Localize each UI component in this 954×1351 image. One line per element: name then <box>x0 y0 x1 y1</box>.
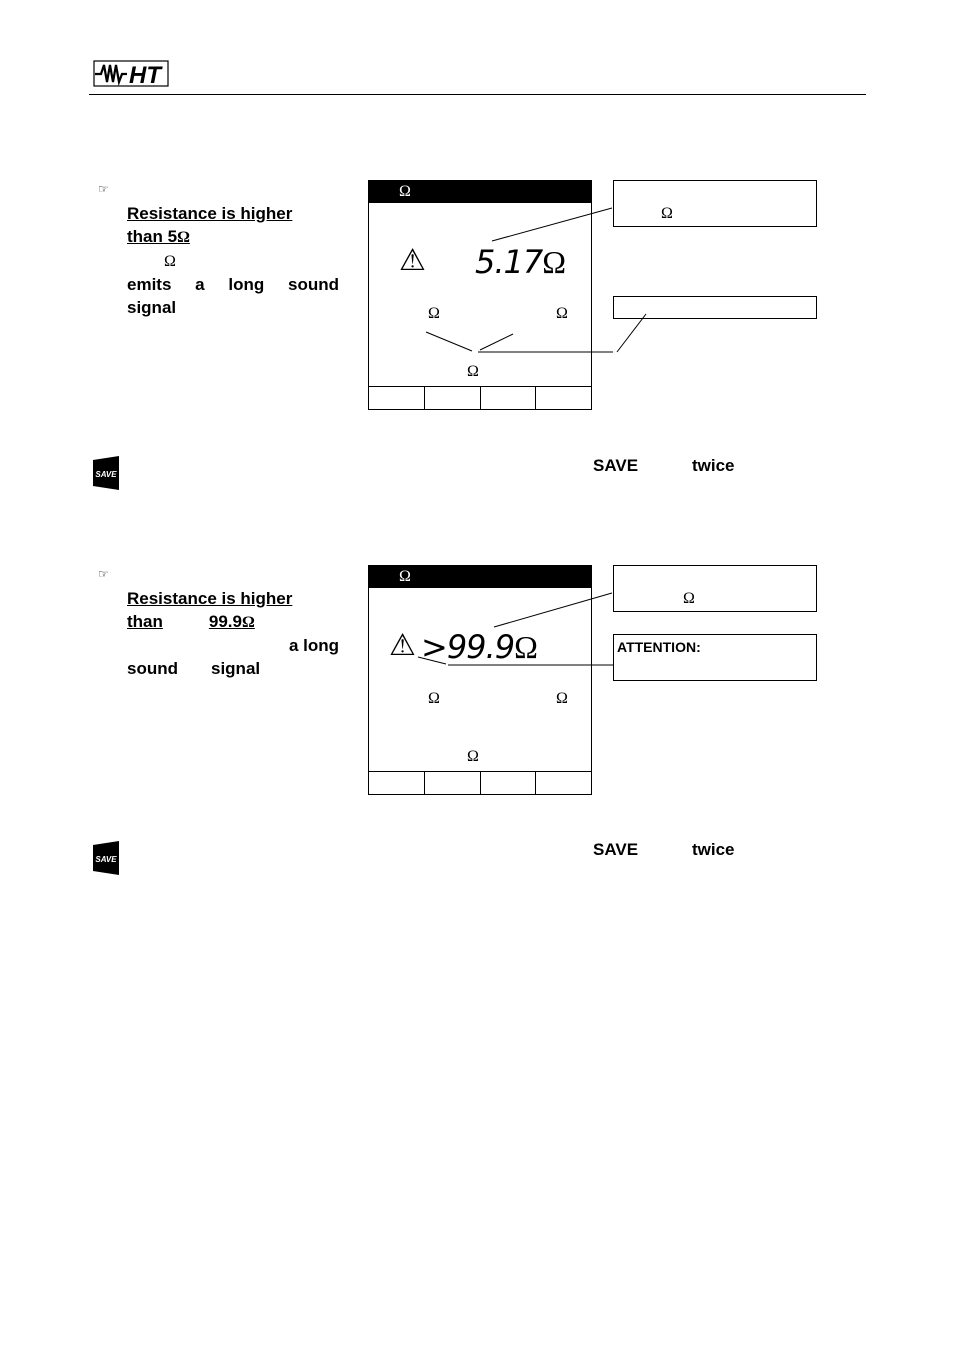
screen2-softkeys <box>369 771 591 794</box>
s1-leader-diag <box>617 314 646 352</box>
section2-line4: sound signal <box>127 659 261 678</box>
ht-logo <box>93 60 169 87</box>
section1-callout-omega: Ω <box>661 205 673 222</box>
screen1-softkey-2[interactable] <box>425 387 481 409</box>
screen2-softkey-3[interactable] <box>481 772 537 794</box>
header-rule <box>89 94 866 95</box>
section1-callout-bottom <box>613 296 817 319</box>
screen2-softkey-1[interactable] <box>369 772 425 794</box>
screen1-warning-icon: ⚠ <box>399 243 426 278</box>
screen1-softkey-4[interactable] <box>536 387 591 409</box>
section2-callout-top <box>613 565 817 612</box>
screen1-softkeys <box>369 386 591 409</box>
screen2-warning-icon: ⚠ <box>389 628 416 663</box>
note-hand-icon-2: ☞ <box>98 567 109 581</box>
screen1-left-omega: Ω <box>428 305 440 322</box>
section2-line3: a long <box>288 636 339 655</box>
screen2-header-omega: Ω <box>399 568 411 585</box>
svg-text:SAVE: SAVE <box>95 470 117 479</box>
instrument-screen-1 <box>368 180 592 410</box>
screen2-softkey-4[interactable] <box>536 772 591 794</box>
screen2-left-omega: Ω <box>428 690 440 707</box>
screen1-softkey-1[interactable] <box>369 387 425 409</box>
screen2-reading: >99.9Ω <box>421 628 537 666</box>
screen1-reading: 5.17Ω <box>475 243 566 281</box>
section2-attention-callout <box>613 634 817 681</box>
svg-text:SAVE: SAVE <box>95 855 117 864</box>
note-hand-icon: ☞ <box>98 182 109 196</box>
screen1-header-omega: Ω <box>399 183 411 200</box>
attention-label: ATTENTION: <box>617 639 701 655</box>
section2-line2: than 99.9Ω <box>127 612 255 631</box>
section1-twice-label: twice <box>692 456 735 475</box>
instrument-screen-2 <box>368 565 592 795</box>
screen2-softkey-2[interactable] <box>425 772 481 794</box>
section1-omega-line: Ω <box>164 253 176 270</box>
logo-text: HT <box>129 62 161 87</box>
section2-paragraph <box>127 587 339 680</box>
section1-save-label: SAVE <box>593 456 639 475</box>
section2-save-label: SAVE <box>593 840 639 859</box>
section2-callout-omega: Ω <box>683 590 695 607</box>
screen2-header-bar <box>369 566 591 588</box>
screen2-right-omega: Ω <box>556 690 568 707</box>
section1-paragraph <box>127 202 339 319</box>
screen1-softkey-3[interactable] <box>481 387 537 409</box>
section2-twice-label: twice <box>692 840 735 859</box>
section1-callout-top <box>613 180 817 227</box>
section1-line4: signal <box>127 298 177 317</box>
save-key-icon <box>91 456 121 490</box>
section2-line1: Resistance is higher <box>127 589 293 608</box>
section1-line1: Resistance is higher <box>127 204 293 223</box>
section1-line2: than 5Ω <box>127 227 190 246</box>
screen1-header-bar <box>369 181 591 203</box>
screen1-right-omega: Ω <box>556 305 568 322</box>
screen2-bottom-omega: Ω <box>467 748 479 765</box>
save-key-icon-2 <box>91 841 121 875</box>
screen1-bottom-omega: Ω <box>467 363 479 380</box>
section1-line3: emits a long sound <box>127 275 339 294</box>
